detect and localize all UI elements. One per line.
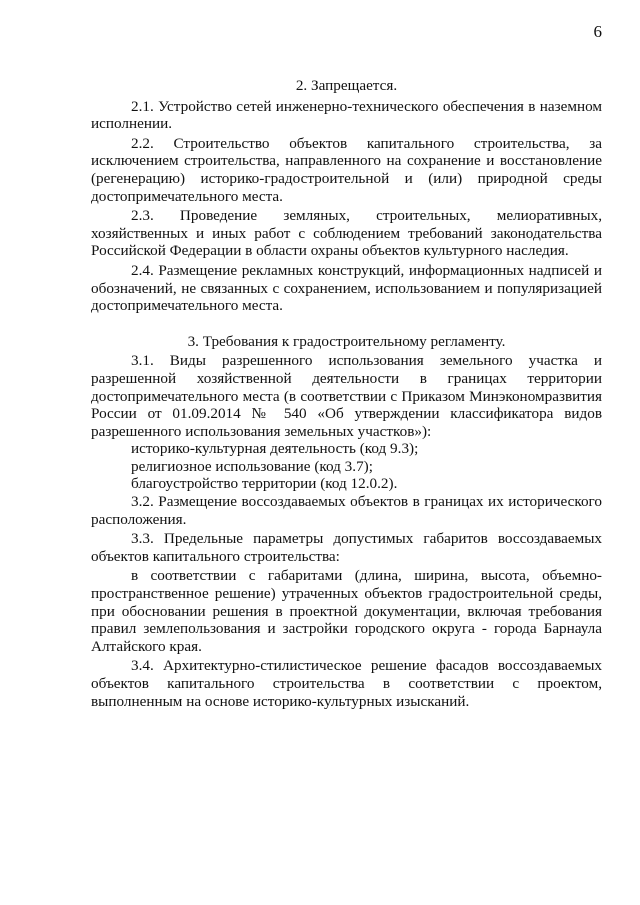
document-body bbox=[91, 77, 602, 712]
section-3-heading: 3. Требования к градостроительному регламенту. bbox=[187, 332, 506, 350]
page-number: 6 bbox=[593, 22, 602, 41]
permitted-use-item: благоустройство территории (код 12.0.2). bbox=[131, 475, 398, 493]
paragraph-2-1: 2.1. Устройство сетей инженерно-технического обеспечения в наземном исполнении. bbox=[91, 97, 602, 133]
section-2-heading: 2. Запрещается. bbox=[295, 77, 398, 94]
paragraph-2-2: 2.2. Строительство объектов капитального строительства, за исключением строительства, направленного на сохранение и восстановление (регенерацию) историко-градостроительной и (или) природной среды достопримечательного места. bbox=[91, 134, 602, 205]
paragraph-3-3: 3.3. Предельные параметры допустимых габаритов воссоздаваемых объектов капитального строительства: bbox=[91, 530, 602, 565]
permitted-use-item: религиозное использование (код 3.7); bbox=[131, 457, 373, 475]
paragraph-3-1: 3.1. Виды разрешенного использования земельного участка и разрешенной хозяйственной деятельности в границах территории достопримечательного места (в соответствии с Приказом Минэкономразвития России от 01.09.2014 № 540 «Об утверждении классификатора видов разрешенного использования земельных участков»): bbox=[91, 352, 602, 440]
permitted-uses-list bbox=[91, 440, 602, 493]
paragraph-3-3-detail: в соответствии с габаритами (длина, ширина, высота, объемно-пространственное решение) утраченных объектов градостроительной среды, при обосновании решения в проектной документации, включая требования правил землепользования и застройки городского округа - города Барнаула Алтайского края. bbox=[91, 567, 602, 655]
paragraph-2-3: 2.3. Проведение земляных, строительных, мелиоративных, хозяйственных и иных работ с соблюдением требований законодательства Российской Федерации в области охраны объектов культурного наследия. bbox=[91, 207, 602, 260]
permitted-use-item: историко-культурная деятельность (код 9.3); bbox=[131, 440, 419, 458]
paragraph-3-2: 3.2. Размещение воссоздаваемых объектов в границах их исторического расположения. bbox=[91, 493, 602, 528]
paragraph-2-4: 2.4. Размещение рекламных конструкций, информационных надписей и обозначений, не связанных с сохранением, использованием и популяризацией достопримечательного места. bbox=[91, 261, 602, 315]
paragraph-3-4: 3.4. Архитектурно-стилистическое решение фасадов воссоздаваемых объектов капитального строительства в соответствии с проектом, выполненным на основе историко-культурных изысканий. bbox=[91, 657, 602, 710]
